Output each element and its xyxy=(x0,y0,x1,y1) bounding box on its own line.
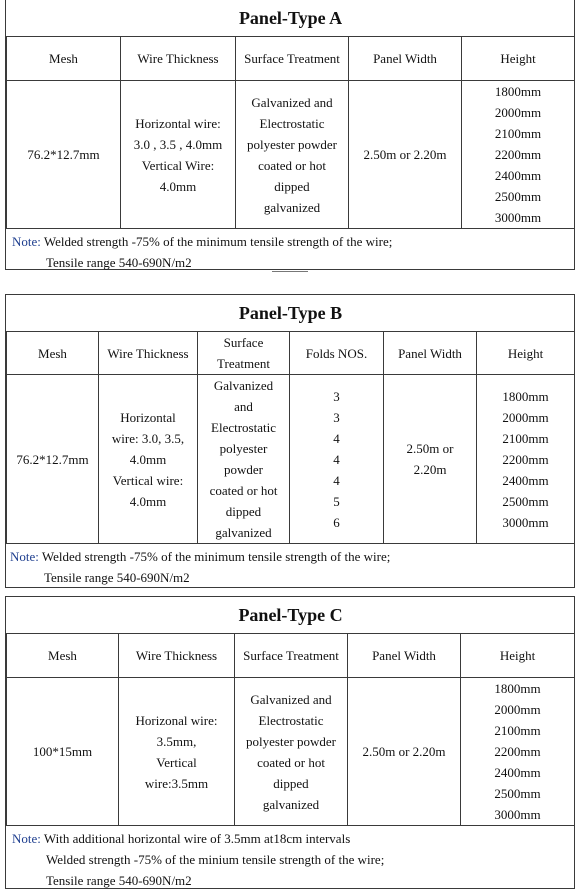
note-label: Note: xyxy=(12,831,41,846)
note: Note: Welded strength -75% of the minimum tensile strength of the wire; Tensile range 540-690N/m2 xyxy=(10,549,391,585)
wire-thickness-value: Horizontal wire: 3.0, 3.5, 4.0mm Vertical wire: 4.0mm xyxy=(99,375,198,544)
header-mesh: Mesh xyxy=(7,332,99,375)
header-folds: Folds NOS. xyxy=(290,332,384,375)
header-mesh: Mesh xyxy=(7,634,119,678)
spec-table xyxy=(6,597,575,826)
note-label: Note: xyxy=(10,549,39,564)
height-values: 1800mm 2000mm 2100mm 2200mm 2400mm 2500mm 3000mm xyxy=(461,678,575,826)
note: Note: Welded strength -75% of the minimum tensile strength of the wire; Tensile range 540-690N/m2 xyxy=(12,234,393,270)
spec-table xyxy=(6,295,575,544)
header-surface-treatment: Surface Treatment xyxy=(236,37,349,81)
panel-type-a xyxy=(5,0,575,270)
header-height: Height xyxy=(461,634,575,678)
folds-values: 3 3 4 4 4 5 6 xyxy=(290,375,384,544)
panel-width-value: 2.50m or 2.20m xyxy=(384,375,477,544)
surface-treatment-value: Galvanized and Electrostatic polyester powder coated or hot dipped galvanized xyxy=(235,678,348,826)
panel-title: Panel-Type B xyxy=(7,295,575,332)
note-label: Note: xyxy=(12,234,41,249)
header-wire-thickness: Wire Thickness xyxy=(99,332,198,375)
surface-treatment-value: Galvanized and Electrostatic polyester powder coated or hot dipped galvanized xyxy=(198,375,290,544)
panel-type-b xyxy=(5,294,575,588)
header-panel-width: Panel Width xyxy=(348,634,461,678)
header-mesh: Mesh xyxy=(7,37,121,81)
wire-thickness-value: Horizontal wire: 3.0 , 3.5 , 4.0mm Vertical Wire: 4.0mm xyxy=(121,81,236,229)
header-height: Height xyxy=(462,37,575,81)
header-surface-treatment: Surface Treatment xyxy=(235,634,348,678)
header-wire-thickness: Wire Thickness xyxy=(119,634,235,678)
divider xyxy=(272,271,308,272)
header-panel-width: Panel Width xyxy=(384,332,477,375)
note: Note: With additional horizontal wire of 3.5mm at18cm intervals Welded strength -75% of the minium tensile strength of the wire; Tensile range 540-690N/m2 xyxy=(12,831,385,888)
header-height: Height xyxy=(477,332,575,375)
mesh-value: 100*15mm xyxy=(7,678,119,826)
panel-title: Panel-Type C xyxy=(7,597,575,634)
panel-type-c xyxy=(5,596,575,889)
surface-treatment-value: Galvanized and Electrostatic polyester powder coated or hot dipped galvanized xyxy=(236,81,349,229)
spec-table xyxy=(6,0,575,229)
panel-width-value: 2.50m or 2.20m xyxy=(349,81,462,229)
mesh-value: 76.2*12.7mm xyxy=(7,81,121,229)
header-panel-width: Panel Width xyxy=(349,37,462,81)
height-values: 1800mm 2000mm 2100mm 2200mm 2400mm 2500mm 3000mm xyxy=(462,81,575,229)
panel-width-value: 2.50m or 2.20m xyxy=(348,678,461,826)
mesh-value: 76.2*12.7mm xyxy=(7,375,99,544)
header-surface-treatment: Surface Treatment xyxy=(198,332,290,375)
wire-thickness-value: Horizonal wire: 3.5mm, Vertical wire:3.5mm xyxy=(119,678,235,826)
height-values: 1800mm 2000mm 2100mm 2200mm 2400mm 2500mm 3000mm xyxy=(477,375,575,544)
panel-title: Panel-Type A xyxy=(7,0,575,37)
header-wire-thickness: Wire Thickness xyxy=(121,37,236,81)
